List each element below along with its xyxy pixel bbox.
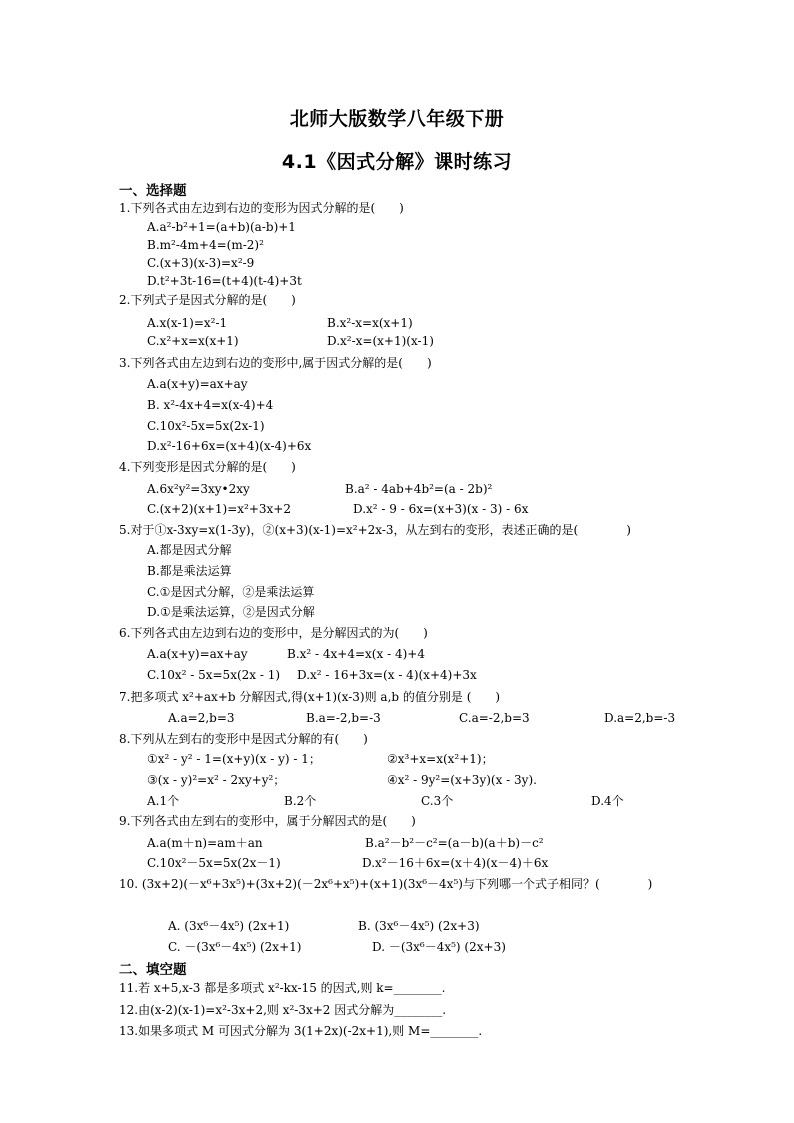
question-7-option-c: C.a=-2,b=3	[459, 711, 530, 725]
question-3-option-a: A.a(x+y)=ax+ay	[147, 377, 248, 391]
question-8-option-d: D.4个	[591, 794, 624, 808]
question-3-option-d: D.x²-16+6x=(x+4)(x-4)+6x	[147, 439, 312, 453]
question-1-option-d: D.t²+3t-16=(t+4)(t-4)+3t	[147, 274, 302, 288]
question-6-option-a: A.a(x+y)=ax+ay	[147, 647, 248, 661]
document-title: 北师大版数学八年级下册	[289, 108, 505, 130]
question-10-option-b: B. (3x⁶－4x⁵) (2x+3)	[358, 919, 480, 933]
question-10-option-c: C. －(3x⁶－4x⁵) (2x+1)	[168, 940, 302, 954]
question-7-option-b: B.a=-2,b=-3	[306, 711, 381, 725]
question-3-option-c: C.10x²-5x=5x(2x-1)	[147, 419, 265, 433]
question-6-stem: 6.下列各式由左边到右边的变形中，是分解因式的为( )	[119, 626, 428, 640]
question-5-option-b: B.都是乘法运算	[147, 564, 232, 578]
question-9-option-c: C.10x²－5x=5x(2x－1)	[147, 856, 281, 870]
question-9-option-d: D.x²－16＋6x=(x＋4)(x－4)＋6x	[362, 856, 549, 870]
question-9-option-a: A.a(m＋n)=am＋an	[147, 836, 263, 850]
question-8-stem: 8.下列从左到右的变形中是因式分解的有( )	[119, 732, 368, 746]
question-2-stem: 2.下列式子是因式分解的是( )	[119, 293, 296, 307]
question-3-option-b: B. x²-4x+4=x(x-4)+4	[147, 398, 274, 412]
question-8-item-1: ①x² - y² - 1=(x+y)(x - y) - 1；	[147, 752, 321, 766]
question-8-item-4: ④x² - 9y²=(x+3y)(x - 3y).	[387, 773, 537, 787]
question-13: 13.如果多项式 M 可因式分解为 3(1+2x)(-2x+1),则 M=________.	[119, 1024, 483, 1038]
question-8-option-b: B.2个	[284, 794, 317, 808]
question-7-option-a: A.a=2,b=3	[168, 711, 235, 725]
question-3-stem: 3.下列各式由左边到右边的变形中,属于因式分解的是( )	[119, 356, 432, 370]
section-heading-choice: 一、选择题	[119, 183, 187, 199]
question-5-option-d: D.①是乘法运算，②是因式分解	[147, 605, 315, 619]
question-1-option-c: C.(x+3)(x-3)=x²-9	[147, 256, 255, 270]
question-9-option-b: B.a²－b²－c²=(a－b)(a＋b)－c²	[365, 836, 544, 850]
question-5-stem: 5.对于①x-3xy=x(1-3y)，②(x+3)(x-1)=x²+2x-3，从左到右的变形，表述正确的是( )	[119, 523, 631, 537]
question-1-option-b: B.m²-4m+4=(m-2)²	[147, 238, 264, 252]
question-1-stem: 1.下列各式由左边到右边的变形为因式分解的是( )	[119, 201, 404, 215]
question-8-option-c: C.3个	[421, 794, 454, 808]
question-2-option-c: C.x²+x=x(x+1)	[147, 334, 239, 348]
question-7-option-d: D.a=2,b=-3	[604, 711, 676, 725]
question-2-option-a: A.x(x-1)=x²-1	[147, 316, 228, 330]
question-11: 11.若 x+5,x-3 都是多项式 x²-kx-15 的因式,则 k=________.	[119, 981, 446, 995]
question-1-option-a: A.a²-b²+1=(a+b)(a-b)+1	[147, 220, 296, 234]
question-7-stem: 7.把多项式 x²+ax+b 分解因式,得(x+1)(x-3)则 a,b 的值分别是 ( )	[119, 690, 501, 704]
question-4-option-a: A.6x²y²=3xy•2xy	[147, 482, 250, 496]
question-6-option-b: B.x² - 4x+4=x(x - 4)+4	[287, 647, 425, 661]
question-10-stem: 10. (3x+2)(－x⁶+3x⁵)+(3x+2)(－2x⁶+x⁵)+(x+1)(3x⁶－4x⁵)与下列哪一个式子相同？( )	[119, 877, 653, 891]
question-4-option-c: C.(x+2)(x+1)=x²+3x+2	[147, 502, 291, 516]
question-5-option-a: A.都是因式分解	[147, 543, 232, 557]
question-2-option-b: B.x²-x=x(x+1)	[327, 316, 413, 330]
question-5-option-c: C.①是因式分解，②是乘法运算	[147, 585, 315, 599]
question-8-item-3: ③(x - y)²=x² - 2xy+y²；	[147, 773, 286, 787]
question-10-option-a: A. (3x⁶－4x⁵) (2x+1)	[168, 919, 290, 933]
question-12: 12.由(x-2)(x-1)=x²-3x+2,则 x²-3x+2 因式分解为________.	[119, 1003, 447, 1017]
question-2-option-d: D.x²-x=(x+1)(x-1)	[327, 334, 434, 348]
question-6-option-c: C.10x² - 5x=5x(2x - 1)	[147, 668, 281, 682]
question-6-option-d: D.x² - 16+3x=(x - 4)(x+4)+3x	[297, 668, 477, 682]
document-subtitle: 4.1《因式分解》课时练习	[281, 151, 513, 173]
question-8-item-2: ②x³+x=x(x²+1)；	[387, 752, 494, 766]
question-10-option-d: D. －(3x⁶－4x⁵) (2x+3)	[372, 940, 506, 954]
question-9-stem: 9.下列各式由左到右的变形中，属于分解因式的是( )	[119, 814, 416, 828]
question-4-option-b: B.a² - 4ab+4b²=(a - 2b)²	[345, 482, 493, 496]
question-4-stem: 4.下列变形是因式分解的是( )	[119, 460, 296, 474]
question-8-option-a: A.1个	[147, 794, 180, 808]
section-heading-fill: 二、填空题	[119, 962, 187, 978]
question-4-option-d: D.x² - 9 - 6x=(x+3)(x - 3) - 6x	[353, 502, 529, 516]
